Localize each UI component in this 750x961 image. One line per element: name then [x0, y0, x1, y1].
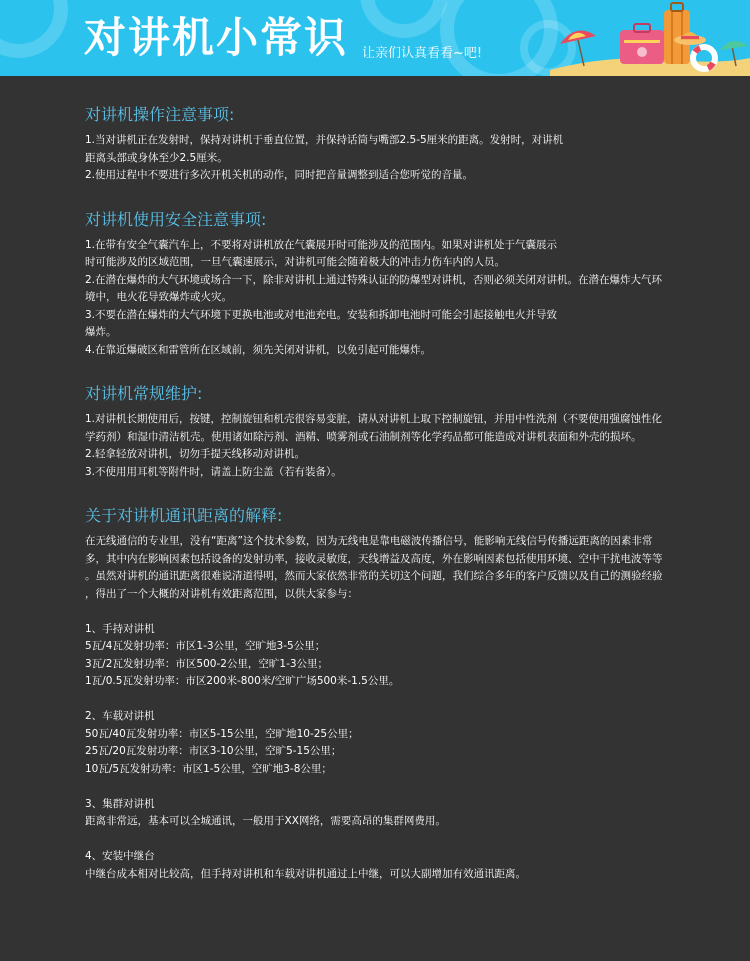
section	[85, 505, 675, 883]
spacer	[85, 603, 675, 621]
text-line: 1瓦/0.5瓦发射功率：市区200米-800米/空旷广场500米-1.5公里。	[85, 675, 400, 687]
text-line: 3、集群对讲机	[85, 797, 155, 810]
spacer	[85, 691, 675, 709]
text-line: 1.在带有安全气囊汽车上，不要将对讲机放在气囊展开时可能涉及的范围内。如果对讲机处于气囊展示	[85, 238, 558, 251]
text-line: 2、车载对讲机	[85, 710, 155, 722]
text-line: 爆炸。	[85, 326, 117, 338]
text-line: 1.对讲机长期使用后，按键，控制旋钮和机壳很容易变脏，请从对讲机上取下控制旋钮，并用中性洗剂（不要使用强腐蚀性化	[85, 413, 663, 425]
text-line: 25瓦/20瓦发射功率：市区3-10公里，空旷5-15公里；	[85, 745, 342, 757]
text-line: 2.在潜在爆炸的大气环境或场合一下，除非对讲机上通过特殊认证的防爆型对讲机，否则必须关闭对讲机。在潜在爆炸大气环	[85, 273, 663, 286]
text-line: 。虽然对讲机的通讯距离很难说清道得明，然而大家依然非常的关切这个问题，我们综合多年的客户反馈以及自己的测验经验	[85, 570, 663, 582]
section-title: 对讲机操作注意事项:	[85, 105, 235, 124]
section	[85, 209, 675, 360]
text-line: 时可能涉及的区域范围，一旦气囊速展示，对讲机可能会随着极大的冲击力伤车内的人员。	[85, 256, 505, 268]
text-line: 5瓦/4瓦发射功率：市区1-3公里，空旷地3-5公里；	[85, 640, 326, 652]
text-line: 3瓦/2瓦发射功率：市区500-2公里，空旷1-3公里；	[85, 657, 329, 670]
decorative-ring	[0, 0, 68, 58]
text-line: 2.轻拿轻放对讲机，切勿手提天线移动对讲机。	[85, 448, 306, 460]
text-line: 3.不使用用耳机等附件时，请盖上防尘盖（若有装备）。	[85, 465, 342, 478]
text-line: 境中，电火花导致爆炸或火灾。	[85, 291, 232, 303]
page-title: 对讲机小常识	[84, 13, 349, 62]
main-content	[85, 104, 675, 907]
text-line: ，得出了一个大概的对讲机有效距离范围，以供大家参与：	[85, 587, 358, 600]
text-line: 10瓦/5瓦发射功率：市区1-5公里，空旷地3-8公里；	[85, 762, 332, 775]
decorative-ring	[360, 0, 448, 38]
header-banner	[0, 0, 750, 76]
spacer	[85, 831, 675, 849]
text-line: 50瓦/40瓦发射功率：市区5-15公里，空旷地10-25公里；	[85, 727, 359, 740]
text-line: 4.在靠近爆破区和雷管所在区域前，须先关闭对讲机，以免引起可能爆炸。	[85, 343, 432, 356]
text-line: 中继台成本相对比较高，但手持对讲机和车载对讲机通过上中继，可以大副增加有效通讯距离。	[85, 867, 526, 880]
text-line: 学药剂）和湿巾清洁机壳。使用诸如除污剂、酒精、喷雾剂或石油制剂等化学药品都可能造成对讲机表面和外壳的损坏。	[85, 430, 642, 443]
text-line: 距离非常远，基本可以全城通讯，一般用于XX网络，需要高昂的集群网费用。	[85, 815, 446, 827]
section-title: 对讲机使用安全注意事项:	[85, 209, 267, 229]
spacer	[85, 778, 675, 796]
text-line: 1、手持对讲机	[85, 622, 155, 635]
umbrella-icon	[560, 31, 596, 66]
text-line: 4、安装中继台	[85, 850, 155, 862]
suitcase-icon	[620, 24, 664, 64]
section-title: 对讲机常规维护:	[85, 384, 203, 403]
text-line: 1.当对讲机正在发射时，保持对讲机于垂直位置，并保持话筒与嘴部2.5-5厘米的距离。发射时，对讲机	[85, 134, 564, 146]
text-line: 多，其中内在影响因素包括设备的发射功率，接收灵敏度，天线增益及高度，外在影响因素包括使用环境、空中干扰电波等等	[85, 552, 663, 565]
text-line: 3.不要在潜在爆炸的大气环境下更换电池或对电池充电。安装和拆卸电池时可能会引起接触电火并导致	[85, 308, 558, 321]
section	[85, 383, 675, 481]
text-line: 在无线通信的专业里，没有“距离”这个技术参数，因为无线电是靠电磁波传播信号，能影响无线信号传播远距离的因素非常	[85, 535, 653, 547]
text-line: 距离头部或身体至少2.5厘米。	[85, 151, 228, 164]
text-line: 2.使用过程中不要进行多次开机关机的动作，同时把音量调整到适合您听觉的音量。	[85, 169, 474, 181]
page-subtitle: 让亲们认真看看~吧!	[362, 46, 483, 61]
section	[85, 104, 675, 185]
section-title: 关于对讲机通讯距离的解释:	[85, 506, 283, 525]
beach-illustration	[550, 0, 750, 76]
